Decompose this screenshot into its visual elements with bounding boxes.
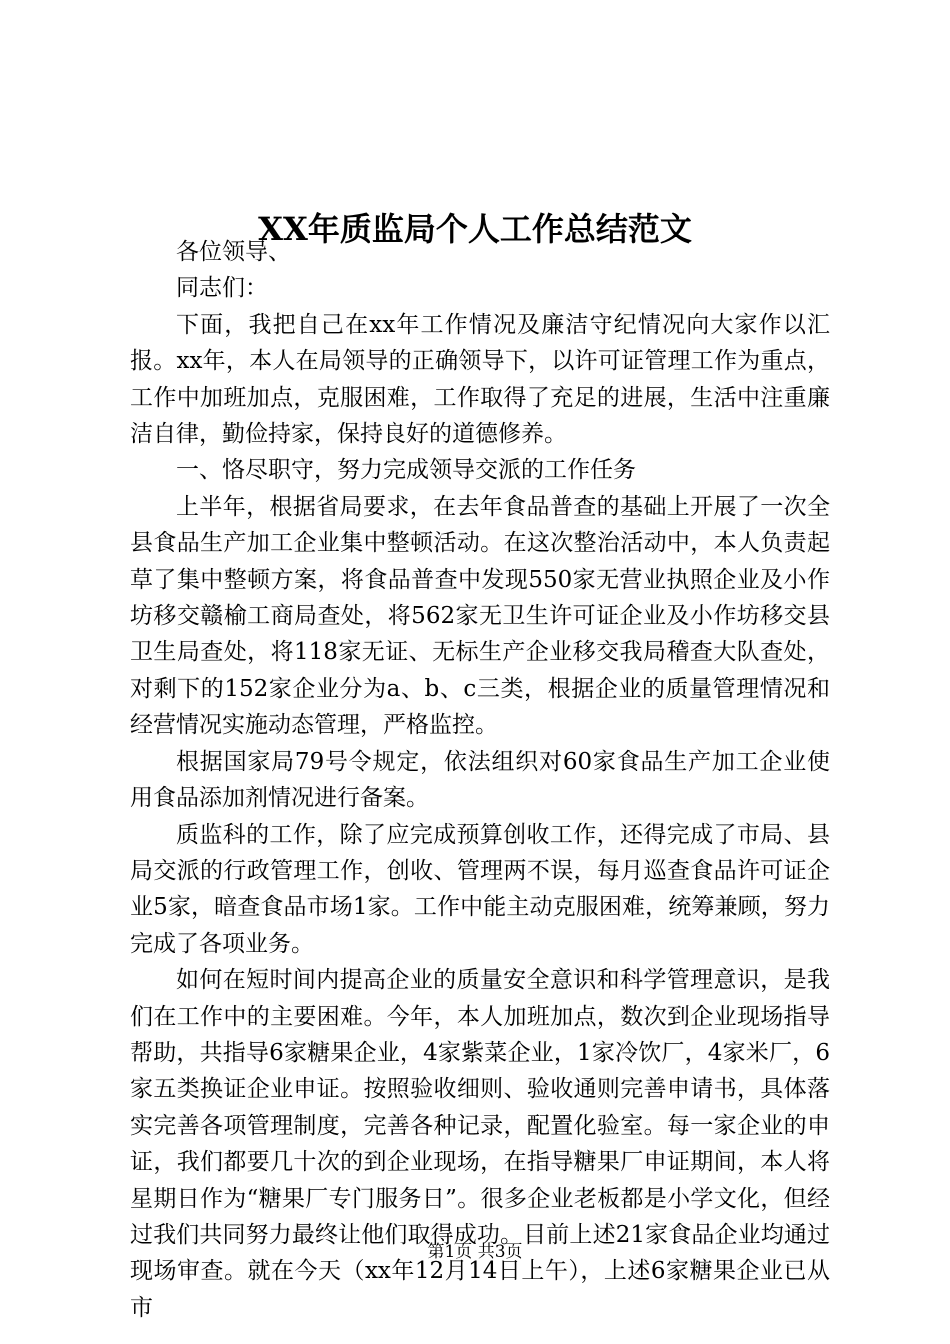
- paragraph-additives: 根据国家局79号令规定，依法组织对60家食品生产加工企业使用食品添加剂情况进行备案。: [130, 748, 830, 812]
- paragraph-rectification: 上半年，根据省局要求，在去年食品普查的基础上开展了一次全县食品生产加工企业集中整顿活动。在这次整治活动中，本人负责起草了集中整顿方案，将食品普查中发现550家无营业执照企业及小作坊移交赣榆工商局查处，将562家无卫生许可证企业及小作坊移交县卫生局查处，将118家无证、无标生产企业移交我局稽查大队查处，对剩下的152家企业分为a、b、c三类，根据企业的质量管理情况和经营情况实施动态管理，严格监控。: [130, 493, 830, 739]
- document-title: XX年质监局个人工作总结范文: [258, 210, 692, 249]
- salutation-leaders: 各位领导、: [176, 239, 291, 265]
- paragraph-intro: 下面，我把自己在xx年工作情况及廉洁守纪情况向大家作以汇报。xx年，本人在局领导的正确领导下，以许可证管理工作为重点，工作中加班加点，克服困难，工作取得了充足的进展，生活中注重廉洁自律，勤俭持家，保持良好的道德修养。: [130, 311, 830, 448]
- salutation-comrades: 同志们：: [176, 275, 268, 302]
- paragraph-guidance: 如何在短时间内提高企业的质量安全意识和科学管理意识，是我们在工作中的主要困难。今年，本人加班加点，数次到企业现场指导帮助，共指导6家糖果企业，4家紫菜企业，1家冷饮厂，4家米厂，6家五类换证企业申证。按照验收细则、验收通则完善申请书，具体落实完善各项管理制度，完善各种记录，配置化验室。每一家企业的申证，我们都要几十次的到企业现场，在指导糖果厂申证期间，本人将星期日作为“糖果厂专门服务日”。很多企业老板都是小学文化，但经过我们共同努力最终让他们取得成功。目前上述21家食品企业均通过现场审查。就在今天（xx年12月14日上午），上述6家糖果企业已从市: [130, 967, 830, 1321]
- paragraph-quality-dept: 质监科的工作，除了应完成预算创收工作，还得完成了市局、县局交派的行政管理工作，创收、管理两不误，每月巡查食品许可证企业5家，暗查食品市场1家。工作中能主动克服困难，统筹兼顾，努力完成了各项业务。: [130, 821, 830, 957]
- page-number-footer: 第1页 共3页: [427, 1242, 523, 1262]
- document-body: [130, 234, 830, 1326]
- section-heading-1: 一、恪尽职守，努力完成领导交派的工作任务: [176, 457, 636, 484]
